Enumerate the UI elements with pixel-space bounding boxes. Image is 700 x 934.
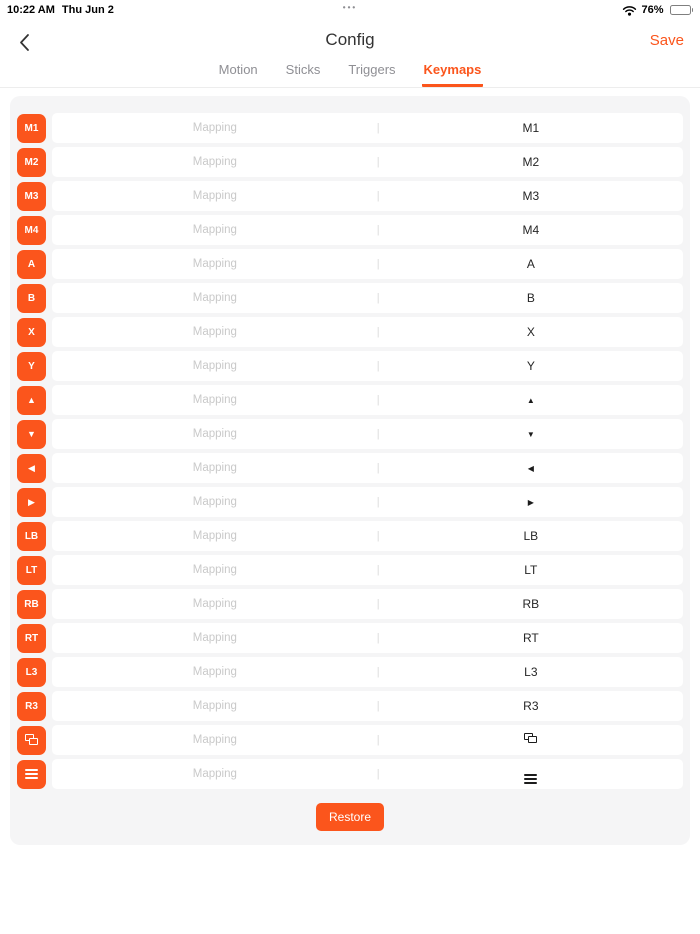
mapping-value: Mapping — [192, 224, 237, 236]
key-badge-m2: M2 — [17, 148, 46, 177]
key-badge-l3: L3 — [17, 658, 46, 687]
keymap-row-rt — [17, 623, 683, 653]
key-badge-b: B — [17, 284, 46, 313]
mapping-value: Mapping — [192, 292, 237, 304]
separator: | — [376, 665, 380, 678]
page-title: Config — [325, 30, 375, 49]
keymap-row-dpad-down — [17, 419, 683, 449]
status-bar — [0, 0, 700, 20]
key-badge-m4: M4 — [17, 216, 46, 245]
mapping-field[interactable] — [52, 487, 683, 517]
key-label-rt: RT — [522, 631, 539, 645]
key-label-m1: M1 — [522, 121, 540, 135]
key-badge-m3: M3 — [17, 182, 46, 211]
separator: | — [376, 733, 380, 746]
tab-motion[interactable]: Motion — [218, 62, 258, 77]
separator: | — [376, 189, 380, 202]
tab-sticks[interactable]: Sticks — [285, 62, 321, 77]
separator: | — [376, 223, 380, 236]
nav-bar — [0, 20, 700, 60]
keymap-row-y — [17, 351, 683, 381]
tab-bar — [0, 60, 700, 88]
overlapping-windows-icon — [524, 733, 538, 745]
keymap-row-lb — [17, 521, 683, 551]
separator: | — [376, 597, 380, 610]
separator: | — [376, 529, 380, 542]
key-label-dpad-up: ▲ — [526, 395, 535, 405]
keymap-row-l3 — [17, 657, 683, 687]
key-badge-dpad-up: ▲ — [17, 386, 46, 415]
key-badge-lt: LT — [17, 556, 46, 585]
key-label-b: B — [526, 291, 535, 305]
mapping-value: Mapping — [192, 666, 237, 678]
mapping-field[interactable] — [52, 317, 683, 347]
key-badge-r3: R3 — [17, 692, 46, 721]
multitask-dots-icon: ••• — [342, 3, 358, 12]
keymap-row-x — [17, 317, 683, 347]
separator: | — [376, 495, 380, 508]
keymap-row-view — [17, 725, 683, 755]
key-badge-view — [17, 726, 46, 755]
mapping-value: Mapping — [192, 496, 237, 508]
keymap-row-a — [17, 249, 683, 279]
key-label-x: X — [526, 325, 535, 339]
key-label-m3: M3 — [522, 189, 540, 203]
key-badge-lb: LB — [17, 522, 46, 551]
restore-button[interactable]: Restore — [316, 803, 384, 831]
keymap-row-dpad-up — [17, 385, 683, 415]
key-label-dpad-left: ◀ — [527, 463, 534, 473]
mapping-field[interactable] — [52, 419, 683, 449]
separator: | — [376, 257, 380, 270]
separator: | — [376, 631, 380, 644]
key-label-menu — [524, 765, 537, 784]
mapping-field[interactable] — [52, 759, 683, 789]
mapping-value: Mapping — [192, 564, 237, 576]
keymap-row-m1 — [17, 113, 683, 143]
mapping-field[interactable] — [52, 623, 683, 653]
key-label-m4: M4 — [522, 223, 540, 237]
overlapping-windows-icon — [25, 734, 39, 746]
mapping-field[interactable] — [52, 249, 683, 279]
wifi-icon — [622, 5, 637, 16]
separator: | — [376, 291, 380, 304]
separator: | — [376, 699, 380, 712]
key-label-view — [524, 733, 538, 748]
key-label-dpad-down: ▼ — [526, 429, 535, 439]
key-label-a: A — [526, 257, 535, 271]
tab-keymaps[interactable]: Keymaps — [422, 60, 484, 87]
key-badge-x: X — [17, 318, 46, 347]
separator: | — [376, 767, 380, 780]
mapping-value: Mapping — [192, 258, 237, 270]
keymap-row-b — [17, 283, 683, 313]
mapping-field[interactable] — [52, 113, 683, 143]
mapping-value: Mapping — [192, 326, 237, 338]
mapping-value: Mapping — [192, 734, 237, 746]
key-badge-rt: RT — [17, 624, 46, 653]
keymap-row-m4 — [17, 215, 683, 245]
save-button[interactable]: Save — [649, 31, 684, 49]
separator: | — [376, 427, 380, 440]
key-label-lt: LT — [524, 563, 538, 577]
mapping-value: Mapping — [192, 428, 237, 440]
key-badge-rb: RB — [17, 590, 46, 619]
battery-icon — [668, 5, 694, 16]
tab-triggers[interactable]: Triggers — [348, 62, 396, 77]
mapping-field[interactable] — [52, 589, 683, 619]
mapping-field[interactable] — [52, 283, 683, 313]
keymap-row-rb — [17, 589, 683, 619]
mapping-value: Mapping — [192, 462, 237, 474]
keymap-row-m2 — [17, 147, 683, 177]
key-label-m2: M2 — [522, 155, 540, 169]
key-badge-dpad-down: ▼ — [17, 420, 46, 449]
mapping-field[interactable] — [52, 725, 683, 755]
key-badge-a: A — [17, 250, 46, 279]
separator: | — [376, 563, 380, 576]
separator: | — [376, 325, 380, 338]
clock-label: 10:22 AM — [7, 4, 55, 16]
keymap-list — [17, 113, 683, 789]
keymap-row-lt — [17, 555, 683, 585]
mapping-value: Mapping — [192, 632, 237, 644]
keymap-row-menu — [17, 759, 683, 789]
key-label-r3: R3 — [523, 699, 539, 713]
mapping-field[interactable] — [52, 181, 683, 211]
mapping-value: Mapping — [192, 190, 237, 202]
separator: | — [376, 359, 380, 372]
mapping-value: Mapping — [192, 530, 237, 542]
key-label-y: Y — [526, 359, 535, 373]
key-label-dpad-right: ▶ — [527, 497, 534, 507]
mapping-value: Mapping — [192, 360, 237, 372]
mapping-field[interactable] — [52, 555, 683, 585]
keymap-row-dpad-right — [17, 487, 683, 517]
key-label-lb: LB — [523, 529, 539, 543]
battery-percent-label: 76% — [641, 4, 664, 16]
keymap-row-m3 — [17, 181, 683, 211]
key-label-rb: RB — [522, 597, 540, 611]
separator: | — [376, 121, 380, 134]
key-badge-dpad-right: ▶ — [17, 488, 46, 517]
mapping-field[interactable] — [52, 385, 683, 415]
key-badge-dpad-left: ◀ — [17, 454, 46, 483]
mapping-field[interactable] — [52, 657, 683, 687]
mapping-value: Mapping — [192, 394, 237, 406]
keymap-row-r3 — [17, 691, 683, 721]
mapping-value: Mapping — [192, 598, 237, 610]
date-label: Thu Jun 2 — [61, 4, 114, 16]
separator: | — [376, 461, 380, 474]
keymap-card — [10, 96, 690, 845]
key-badge-menu — [17, 760, 46, 789]
mapping-field[interactable] — [52, 215, 683, 245]
mapping-field[interactable] — [52, 147, 683, 177]
mapping-field[interactable] — [52, 521, 683, 551]
key-badge-m1: M1 — [17, 114, 46, 143]
separator: | — [376, 393, 380, 406]
menu-lines-icon — [25, 769, 38, 779]
mapping-value: Mapping — [192, 156, 237, 168]
mapping-value: Mapping — [192, 700, 237, 712]
key-label-l3: L3 — [524, 665, 538, 679]
mapping-value: Mapping — [192, 768, 237, 780]
mapping-field[interactable] — [52, 691, 683, 721]
separator: | — [376, 155, 380, 168]
keymap-row-dpad-left — [17, 453, 683, 483]
key-badge-y: Y — [17, 352, 46, 381]
mapping-field[interactable] — [52, 453, 683, 483]
mapping-field[interactable] — [52, 351, 683, 381]
mapping-value: Mapping — [192, 122, 237, 134]
menu-lines-icon — [524, 774, 537, 784]
